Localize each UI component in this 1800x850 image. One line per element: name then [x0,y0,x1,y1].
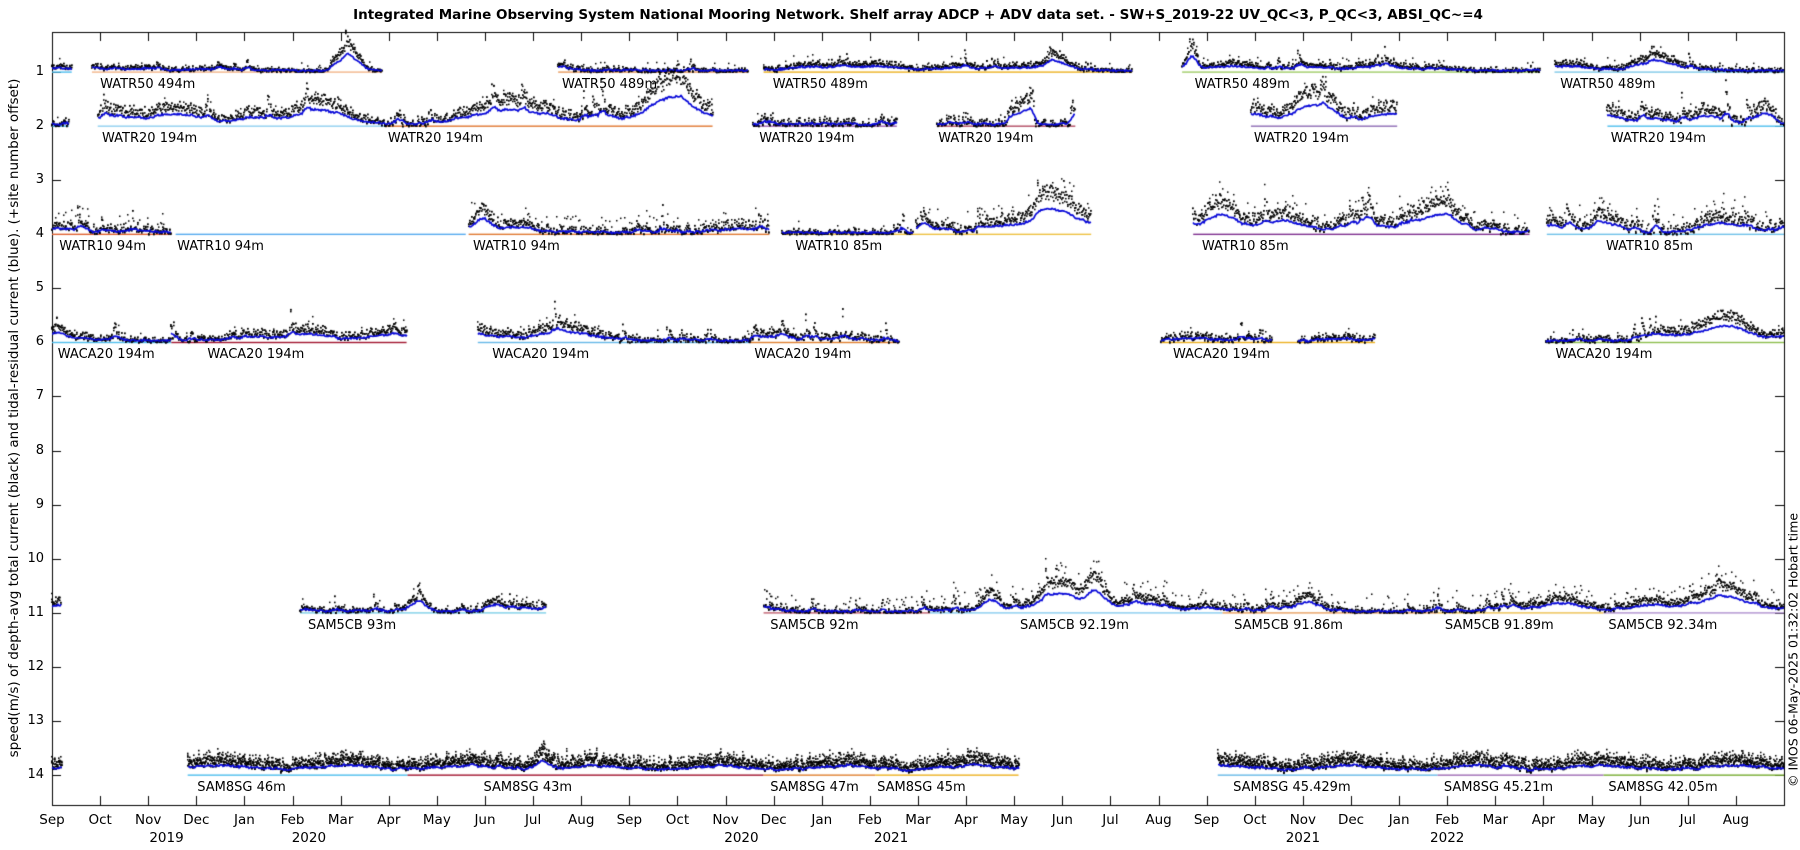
deployment-label: WATR10 85m [1201,239,1289,255]
y-axis-label: speed(m/s) of depth-avg total current (black) and tidal-residual current (blue). (+site number offset) [6,78,22,758]
deployment-label: SAM5CB 92m [770,617,859,633]
deployment-label: WACA20 194m [754,347,852,363]
y-tick-label: 3 [35,172,44,188]
x-month-label: Feb [280,812,305,828]
y-tick-label: 4 [35,226,44,242]
x-month-label: Feb [1435,812,1460,828]
deployment-label: SAM8SG 45m [877,780,966,796]
x-month-label: Sep [616,812,643,828]
y-tick-label: 9 [35,496,44,512]
deployment-label: WACA20 194m [1172,347,1270,363]
deployment-label: WACA20 194m [1555,347,1653,363]
x-month-label: May [1577,812,1606,828]
x-month-label: Dec [183,812,210,828]
deployment-label: WATR50 489m [1560,77,1656,92]
x-month-label: Oct [665,812,690,828]
y-tick-label: 2 [35,118,44,134]
deployment-label: WATR20 194m [102,131,198,147]
deployment-label: SAM8SG 46m [197,780,286,796]
deployment-label: WATR50 489m [772,77,868,92]
x-month-label: Mar [905,812,931,828]
deployment-label: WATR10 94m [177,239,264,255]
deployment-label: WATR10 94m [472,239,560,255]
y-tick-label: 13 [27,712,44,728]
x-year-label: 2021 [873,830,909,846]
deployment-label: WATR50 489m [1194,77,1290,92]
x-month-label: Nov [135,812,162,828]
deployment-label: WATR20 194m [387,131,483,147]
deployment-label: SAM5CB 91.89m [1444,617,1554,633]
deployment-label: SAM8SG 47m [770,780,859,796]
deployment-label: SAM5CB 91.86m [1234,617,1343,633]
x-month-label: Jun [1629,812,1651,828]
x-month-label: Nov [1289,812,1317,828]
deployment-label: SAM8SG 42.05m [1608,780,1718,796]
y-tick-label: 7 [35,388,44,404]
deployment-label: WATR20 194m [1253,131,1349,147]
x-month-label: Mar [327,812,354,828]
x-month-label: Mar [1482,812,1509,828]
y-tick-label: 6 [35,334,44,350]
deployment-label: WATR20 194m [938,131,1034,147]
deployment-label: WATR50 489m [561,77,658,92]
deployment-label: WATR10 85m [795,239,883,255]
x-month-label: Jul [1102,812,1119,828]
deployment-label: SAM8SG 45.21m [1443,780,1554,796]
deployment-label: SAM8SG 43m [483,780,573,796]
x-month-label: Jan [811,812,833,828]
x-month-label: May [1000,812,1029,828]
y-tick-label: 11 [27,604,44,620]
x-month-label: Feb [857,812,882,828]
x-month-label: Oct [88,812,112,828]
x-month-label: Aug [1722,812,1750,828]
x-month-label: Dec [1337,812,1365,828]
chart-title: Integrated Marine Observing System National Mooring Network. Shelf array ADCP + ADV data set. - SW+S_2019-22 UV_QC<3, P_QC<3, ABSI_QC~=4 [353,7,1483,23]
x-month-label: Dec [760,812,787,828]
deployment-label: WACA20 194m [57,347,155,363]
y-tick-label: 8 [35,442,44,458]
x-month-label: Oct [1243,812,1267,828]
y-tick-label: 1 [35,64,44,79]
deployment-label: WATR20 194m [759,131,855,147]
deployment-label: WATR50 494m [100,77,196,92]
x-year-label: 2019 [149,830,184,846]
x-month-label: Nov [712,812,739,828]
x-month-label: Aug [1145,812,1172,828]
deployment-label: WACA20 194m [207,347,305,363]
x-month-label: Jul [524,812,542,828]
deployment-label: SAM5CB 93m [307,617,397,633]
x-month-label: Apr [1531,812,1556,828]
deployment-label: WATR20 194m [1610,131,1706,147]
deployment-label: WATR10 94m [59,239,147,255]
x-month-label: Sep [1193,812,1220,828]
x-month-label: Apr [377,812,401,828]
x-month-label: Apr [954,812,978,828]
x-month-label: Jun [1051,812,1073,828]
x-month-label: Jul [1679,812,1696,828]
x-year-label: 2020 [724,830,759,846]
deployment-label: SAM5CB 92.19m [1019,617,1129,633]
deployment-label: WACA20 194m [492,347,590,363]
x-month-label: Aug [568,812,595,828]
deployment-label: WATR10 85m [1605,239,1693,255]
x-month-label: Jan [1388,812,1410,828]
y-tick-label: 12 [27,658,44,674]
x-year-label: 2021 [1285,830,1321,846]
x-month-label: May [422,812,451,828]
x-month-label: Jan [234,812,255,828]
y-tick-label: 14 [27,767,44,783]
x-month-label: Jun [474,812,496,828]
y-tick-label: 10 [27,550,44,566]
y-tick-label: 5 [35,280,44,296]
deployment-label: SAM5CB 92.34m [1608,617,1718,633]
x-year-label: 2022 [1430,830,1465,846]
deployment-label: SAM8SG 45.429m [1233,780,1351,796]
x-year-label: 2020 [291,830,327,846]
imos-copyright-watermark: © IMOS 06-May-2025 01:32:02 Hobart time [1785,512,1800,788]
x-month-label: Sep [39,812,65,828]
